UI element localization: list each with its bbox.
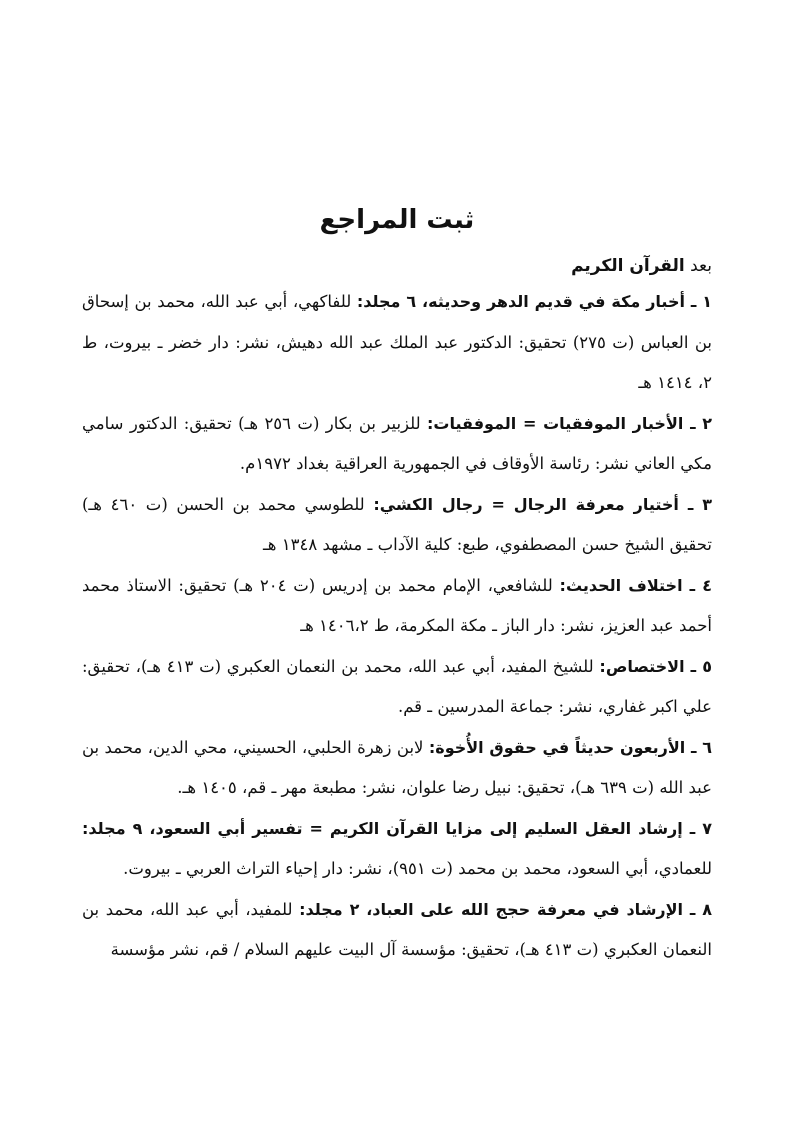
reference-number: ٧ ـ (682, 818, 712, 838)
reference-title: أخبار مكة في قديم الدهر وحديثه، ٦ مجلد: (356, 292, 685, 311)
references-section (82, 198, 712, 971)
reference-number: ٨ ـ (683, 899, 712, 919)
reference-title: الاختصاص: (599, 656, 685, 676)
reference-title: اختلاف الحديث: (559, 575, 683, 595)
reference-body: للشيخ المفيد، أبي عبد الله، محمد بن النعمان العكبري (ت ٤١٣ هـ)، تحقيق: علي اكبر غفاري، نشر: جماعة المدرسين ـ قم. (82, 656, 712, 716)
subtitle (82, 250, 712, 282)
reference-number: ٢ ـ (683, 413, 713, 433)
reference-body: للعمادي، أبي السعود، محمد بن محمد (ت ٩٥١)، نشر: دار إحياء التراث العربي ـ بيروت. (123, 859, 712, 878)
reference-entry-7 (82, 809, 712, 890)
reference-body: للطوسي محمد بن الحسن (ت ٤٦٠ هـ) تحقيق الشيخ حسن المصطفوي، طبع: كلية الآداب ـ مشهد ١٣٤٨ هـ (82, 494, 712, 554)
reference-number: ٤ ـ (682, 575, 713, 595)
reference-number: ٣ ـ (678, 494, 713, 514)
subtitle-bold: القرآن الكريم (571, 256, 685, 276)
reference-entry-2 (82, 404, 712, 485)
page-title: ثبت المراجع (319, 205, 475, 235)
reference-title: الأخبار الموفقيات = الموفقيات: (427, 413, 684, 433)
reference-entry-1 (82, 282, 712, 404)
reference-entry-4 (82, 566, 712, 647)
reference-body: للمفيد، أبي عبد الله، محمد بن النعمان العكبري (ت ٤١٣ هـ)، تحقيق: مؤسسة آل البيت عليهم السلام / قم، نشر مؤسسة (82, 899, 712, 959)
reference-entry-8 (82, 890, 712, 971)
reference-number: ١ ـ (684, 292, 713, 311)
reference-entry-6 (82, 728, 712, 809)
reference-body: لابن زهرة الحلبي، الحسيني، محي الدين، محمد بن عبد الله (ت ٦٣٩ هـ)، تحقيق: نبيل رضا علوان، نشر: مطبعة مهر ـ قم، ١٤٠٥ هـ. (82, 737, 712, 797)
reference-entry-5 (82, 647, 712, 728)
reference-title: الإرشاد في معرفة حجج الله على العباد، ٢ مجلد: (299, 899, 684, 919)
reference-number: ٥ ـ (684, 656, 712, 676)
reference-entry-3 (82, 485, 712, 566)
subtitle-prefix: بعد (684, 256, 712, 276)
reference-body: للفاكهي، أبي عبد الله، محمد بن إسحاق بن العباس (ت ٢٧٥) تحقيق: الدكتور عبد الملك عبد الله دهيش، نشر: دار خضر ـ بيروت، ط ٢، ١٤١٤ هـ (82, 292, 712, 392)
reference-title: إرشاد العقل السليم إلى مزايا القرآن الكريم = تفسير أبي السعود، ٩ مجلد: (82, 818, 683, 838)
reference-body: للزبير بن بكار (ت ٢٥٦ هـ) تحقيق: الدكتور سامي مكي العاني نشر: رئاسة الأوقاف في الجمهورية العراقية بغداد ١٩٧٢م. (82, 413, 712, 473)
reference-title: الأربعون حديثاً في حقوق الأُخوة: (428, 737, 686, 757)
reference-number: ٦ ـ (685, 737, 712, 757)
reference-body: للشافعي، الإمام محمد بن إدريس (ت ٢٠٤ هـ) تحقيق: الاستاذ محمد أحمد عبد العزيز، نشر: دار الباز ـ مكة المكرمة، ط ١٤٠٦،٢ هـ (82, 575, 712, 635)
reference-title: أختيار معرفة الرجال = رجال الكشي: (373, 494, 679, 514)
